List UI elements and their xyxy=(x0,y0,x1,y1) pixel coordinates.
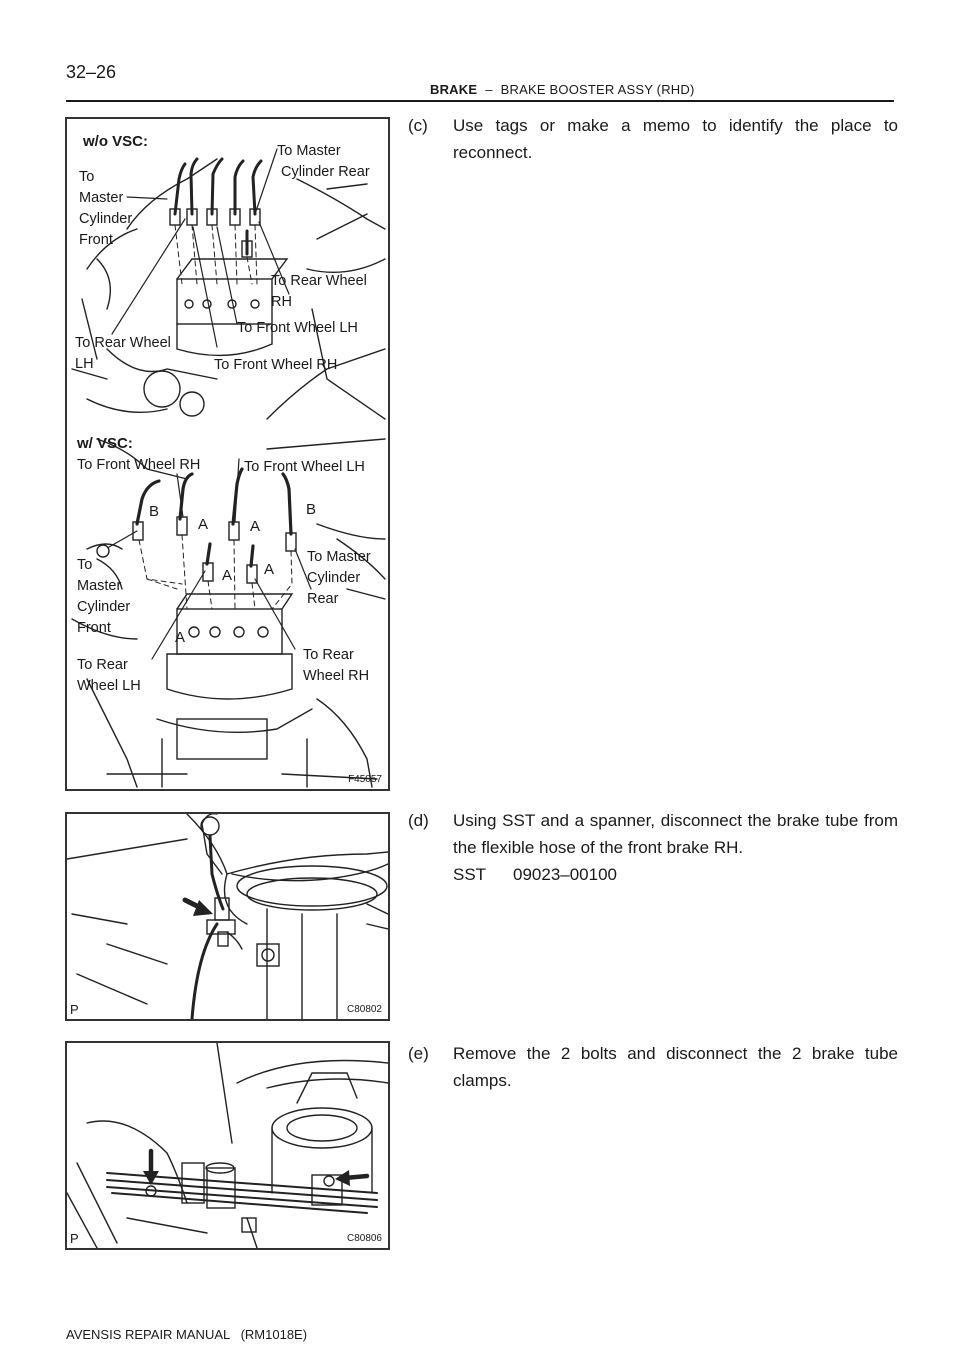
label-line: Cylinder xyxy=(79,211,133,227)
figure-code: C80802 xyxy=(346,1004,382,1015)
label-line: RH xyxy=(271,294,292,310)
step-e xyxy=(408,1040,898,1094)
label-line: Cylinder xyxy=(307,570,361,586)
label-line: To xyxy=(79,169,95,185)
header-separator: – xyxy=(485,82,493,97)
label-line: To Rear Wheel xyxy=(271,273,367,289)
sst-line xyxy=(453,861,617,888)
label-line: Wheel RH xyxy=(303,668,370,684)
header-section: BRAKE xyxy=(430,82,478,97)
wo-vsc-front-wheel-rh-label: To Front Wheel RH xyxy=(214,357,338,373)
letter-b-left: B xyxy=(149,503,160,520)
wo-vsc-rear-wheel-rh-label xyxy=(271,271,367,313)
front-brake-hose-illustration xyxy=(67,814,388,1019)
w-vsc-master-rear-label xyxy=(307,547,371,610)
header-topic: BRAKE BOOSTER ASSY (RHD) xyxy=(500,82,695,97)
step-text: Using SST and a spanner, disconnect the brake tube from the flexible hose of the front brake RH. xyxy=(453,811,898,857)
label-line: Rear xyxy=(307,591,339,607)
letter-a-3: A xyxy=(222,567,233,584)
step-text: Use tags or make a memo to identify the place to reconnect. xyxy=(453,116,898,162)
header-rule xyxy=(66,100,894,102)
label-line: LH xyxy=(75,356,94,372)
step-tag: (c) xyxy=(408,116,428,135)
page-number: 32–26 xyxy=(66,62,117,82)
wo-vsc-heading: w/o VSC: xyxy=(83,133,149,150)
label-line: To Master xyxy=(307,549,371,565)
step-tag: (d) xyxy=(408,811,429,830)
step-tag: (e) xyxy=(408,1044,429,1063)
brake-tube-clamp-illustration xyxy=(67,1043,388,1248)
label-line: Front xyxy=(79,232,113,248)
figure-code: C80806 xyxy=(346,1233,382,1244)
label-line: To Rear xyxy=(303,647,354,663)
w-vsc-front-wheel-rh-label: To Front Wheel RH xyxy=(77,457,201,473)
step-d xyxy=(408,807,898,888)
w-vsc-master-front-label xyxy=(77,555,130,639)
wo-vsc-master-rear-label xyxy=(277,141,370,183)
p-mark: P xyxy=(70,1002,79,1017)
front-brake-hose-figure xyxy=(65,812,390,1021)
letter-a-2: A xyxy=(250,518,261,535)
label-line: To Master xyxy=(277,143,341,159)
letter-b-right: B xyxy=(306,501,317,518)
label-line: Cylinder Rear xyxy=(281,164,370,180)
wo-vsc-master-front-label xyxy=(79,167,132,251)
p-mark: P xyxy=(70,1231,79,1246)
label-line: To xyxy=(77,557,93,573)
footer-manual-title: AVENSIS REPAIR MANUAL (RM1018E) xyxy=(66,1327,308,1342)
w-vsc-rear-wheel-rh-label xyxy=(303,645,369,687)
letter-a-5: A xyxy=(175,629,186,646)
brake-tube-clamp-figure xyxy=(65,1041,390,1250)
wo-vsc-front-wheel-lh-label: To Front Wheel LH xyxy=(237,320,358,336)
w-vsc-heading: w/ VSC: xyxy=(77,435,133,452)
wo-vsc-rear-wheel-lh-label xyxy=(75,333,171,375)
label-line: To Rear Wheel xyxy=(75,335,171,351)
label-line: Wheel LH xyxy=(77,678,141,694)
letter-a-1: A xyxy=(198,516,209,533)
w-vsc-rear-wheel-lh-label xyxy=(77,655,141,697)
brake-tube-figure xyxy=(65,117,390,791)
w-vsc-front-wheel-lh-label: To Front Wheel LH xyxy=(244,459,365,475)
sst-value: 09023–00100 xyxy=(513,865,618,884)
label-line: Front xyxy=(77,620,111,636)
header-title xyxy=(430,82,695,97)
sst-label: SST xyxy=(453,865,487,884)
step-text: Remove the 2 bolts and disconnect the 2 brake tube clamps. xyxy=(453,1044,898,1090)
label-line: Master xyxy=(77,578,122,594)
letter-a-4: A xyxy=(264,561,275,578)
label-line: Master xyxy=(79,190,124,206)
label-line: Cylinder xyxy=(77,599,131,615)
figure-code: F45057 xyxy=(348,774,382,785)
label-line: To Rear xyxy=(77,657,128,673)
step-c xyxy=(408,112,898,166)
